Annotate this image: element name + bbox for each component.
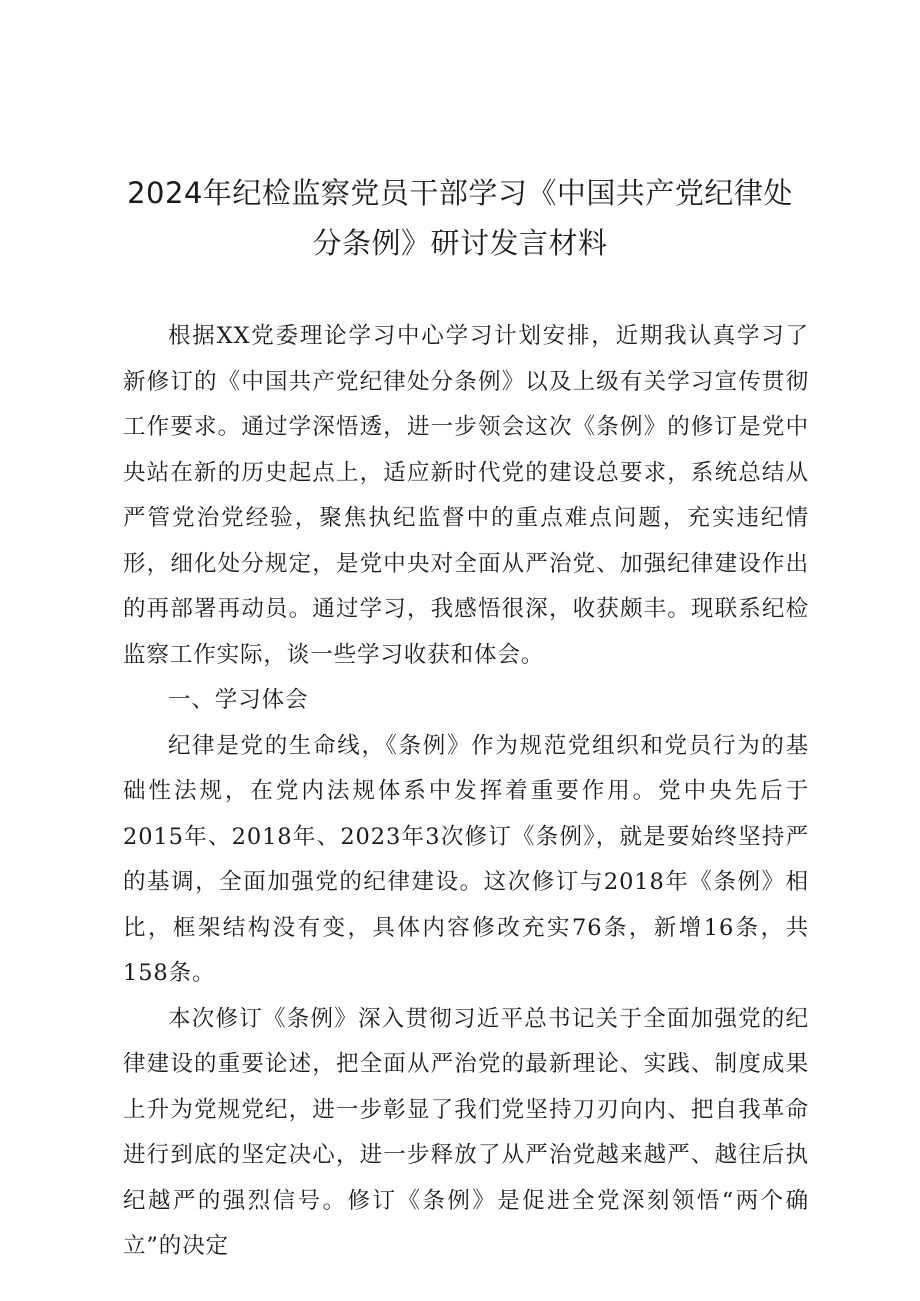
document-title: 2024年纪检监察党员干部学习《中国共产党纪律处分条例》研讨发言材料 — [127, 176, 793, 260]
section-heading-1: 一、学习体会 — [168, 687, 309, 713]
paragraph-revision: 本次修订《条例》深入贯彻习近平总书记关于全面加强党的纪律建设的重要论述，把全面从严治党的最新理论、实践、制度成果上升为党规党纪，进一步彰显了我们党坚持刀刃向内、把自我革命进行到底的坚定决心，进一步释放了从严治党越来越严、越往后执纪越严的强烈信号。修订《条例》是促进全党深刻领悟“两个确立”的决定 — [123, 1005, 809, 1259]
document-body — [123, 314, 809, 1270]
paragraph-intro: 根据XX党委理论学习中心学习计划安排，近期我认真学习了新修订的《中国共产党纪律处分条例》以及上级有关学习宣传贯彻工作要求。通过学深悟透，进一步领会这次《条例》的修订是党中央站在新的历史起点上，适应新时代党的建设总要求，系统总结从严管党治党经验，聚焦执纪监督中的重点难点问题，充实违纪情形，细化处分规定，是党中央对全面从严治党、加强纪律建设作出的再部署再动员。通过学习，我感悟很深，收获颇丰。现联系纪检监察工作实际，谈一些学习收获和体会。 — [123, 323, 809, 668]
paragraph-discipline: 纪律是党的生命线，《条例》作为规范党组织和党员行为的基础性法规，在党内法规体系中发挥着重要作用。党中央先后于2015年、2018年、2023年3次修订《条例》，就是要始终坚持严的基调，全面加强党的纪律建设。这次修订与2018年《条例》相比，框架结构没有变，具体内容修改充实76条，新增16条，共158条。 — [123, 732, 809, 986]
